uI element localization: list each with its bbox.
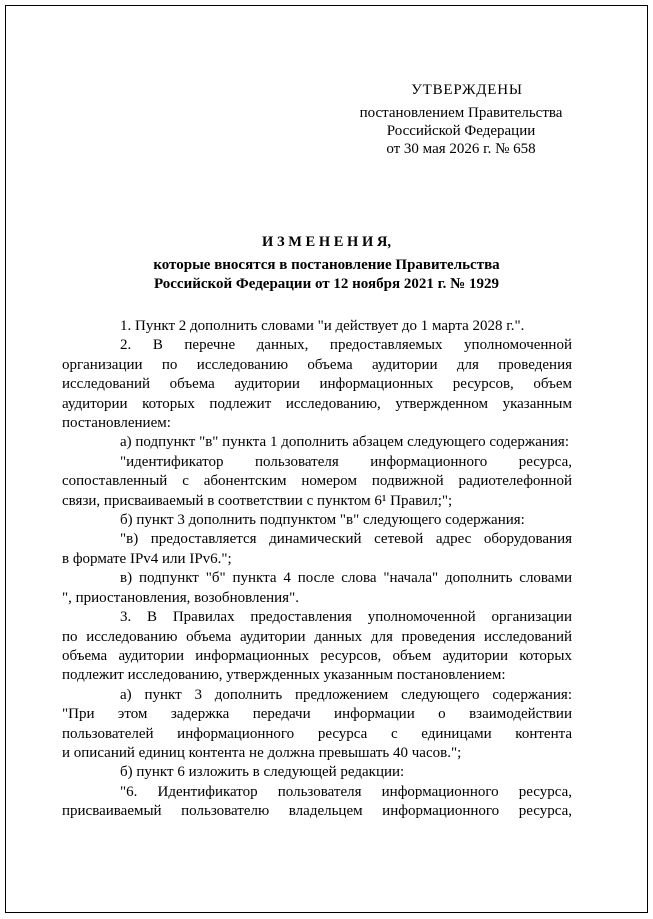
paragraph-3 <box>62 433 572 452</box>
body-line: постановлением: <box>62 415 171 432</box>
document-title: И З М Е Н Е Н И Я, <box>262 234 391 250</box>
document-title-block <box>0 233 653 294</box>
body-line: "в) предоставляется динамический сетевой адрес оборудования <box>120 531 572 548</box>
body-line: а) пункт 3 дополнить предложением следующего содержания: <box>120 686 572 703</box>
approval-block <box>351 81 571 158</box>
body-line: в) подпункт "б" пункта 4 после слова "начала" дополнить словами <box>120 570 572 587</box>
body-line: б) пункт 6 изложить в следующей редакции: <box>120 764 405 781</box>
paragraph-1 <box>62 317 572 336</box>
body-line: "При этом задержка передачи информации о взаимодействии <box>62 706 572 723</box>
approval-line: Российской Федерации <box>386 123 536 139</box>
body-line: аудитории которых подлежит исследованию, утвержденном указанным <box>62 395 572 412</box>
body-line: "идентификатор пользователя информационного ресурса, <box>120 453 572 470</box>
body-line: организации по исследованию объема аудитории для проведения <box>62 356 572 373</box>
body-line: и описаний единиц контента не должна превышать 40 часов."; <box>62 744 462 761</box>
body-line: 1. Пункт 2 дополнить словами "и действует до 1 марта 2028 г.". <box>120 318 525 334</box>
approval-line: от 30 мая 2026 г. № 658 <box>386 141 536 157</box>
body-line: связи, присваиваемый в соответствии с пунктом 6¹ Правил;"; <box>62 492 453 509</box>
body-line: 2. В перечне данных, предоставляемых уполномоченной <box>120 337 572 354</box>
body-line: в формате IPv4 или IPv6."; <box>62 550 232 567</box>
paragraph-11 <box>62 783 572 822</box>
paragraph-4 <box>62 453 572 511</box>
body-line: присваиваемый пользователю владельцем информационного ресурса, <box>62 803 572 820</box>
document-body <box>62 317 572 822</box>
body-line: "6. Идентификатор пользователя информационного ресурса, <box>120 783 572 800</box>
paragraph-6 <box>62 530 572 569</box>
paragraph-9 <box>62 686 572 764</box>
document-subtitle-line: которые вносятся в постановление Правительства <box>153 257 500 273</box>
paragraph-5 <box>62 511 572 530</box>
paragraph-10 <box>62 763 572 782</box>
body-line: 3. В Правилах предоставления уполномоченной организации <box>120 609 572 626</box>
body-line: подлежит исследованию, утвержденных указанным постановлением: <box>62 667 506 684</box>
body-line: а) подпункт "в" пункта 1 дополнить абзацем следующего содержания: <box>120 434 569 451</box>
paragraph-2 <box>62 336 572 433</box>
document-subtitle-line: Российской Федерации от 12 ноября 2021 г. № 1929 <box>153 276 500 292</box>
approval-line: постановлением Правительства <box>359 105 563 121</box>
body-line: объема аудитории информационных ресурсов, объем аудитории которых <box>62 647 572 664</box>
paragraph-7 <box>62 569 572 608</box>
body-line: б) пункт 3 дополнить подпунктом "в" следующего содержания: <box>120 512 525 529</box>
paragraph-8 <box>62 608 572 686</box>
body-line: ", приостановления, возобновления". <box>62 589 299 606</box>
body-line: сопоставленный с абонентским номером подвижной радиотелефонной <box>62 473 572 490</box>
body-line: пользователей информационного ресурса с единицами контента <box>62 725 572 742</box>
body-line: исследований объема аудитории информационных ресурсов, объем <box>62 376 572 393</box>
body-line: по исследованию объема аудитории данных для проведения исследований <box>62 628 572 645</box>
approval-heading: УТВЕРЖДЕНЫ <box>411 82 523 98</box>
